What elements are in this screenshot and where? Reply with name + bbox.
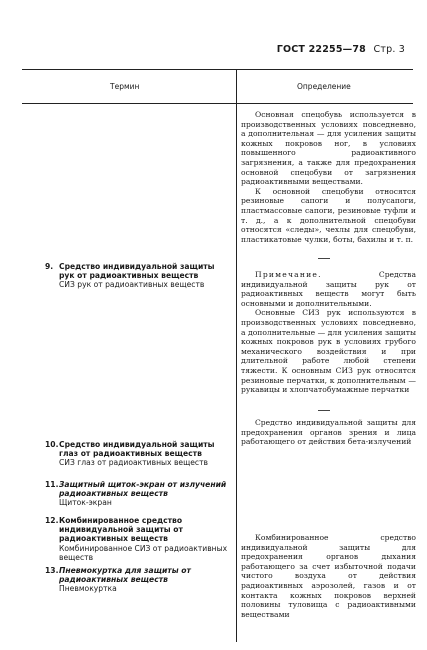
term-number: 9. [45,262,54,271]
definition-eyes [241,418,416,447]
term-11 [45,480,230,508]
definition-paragraph: Основная спецобувь используется в производственных условиях повседневно, а дополнительная — для усиления защиты кожных покровов ног, в условиях повышенного радиоактивного загрязнения, а также для предохранения основной спецобуви от загрязнения радиоактивными веществами. [241,110,416,187]
definition-paragraph: К основной спецобуви относятся резиновые сапоги и полусапоги, пластмассовые сапоги, резиновые туфли и т. д., а к дополнительной спецобуви относятся «следы», чехлы для спецобуви, пластикатовые чулки, боты, бахилы и т. п. [241,186,416,244]
term-name: Защитный щиток-экран от излучений радиоактивных веществ [59,480,227,499]
term-number: 12. [45,516,59,525]
standard-code: ГОСТ 22255—78 [276,44,366,55]
definition-paragraph: Основные СИЗ рук используются в производственных условиях повседневно, а дополнительные — для усиления защиты кожных покровов рук в условиях грубого механического воздействия и при длительной работе любой степени тяжести. К основным СИЗ рук относятся резиновые перчатки, к дополнительным — рукавицы и хлопчатобумажные перчатки [241,308,416,395]
term-synonym: СИЗ рук от радиоактивных веществ [59,280,205,290]
term-name: Комбинированное средство индивидуальной защиты от радиоактивных веществ [59,516,183,544]
column-header-term: Термин [110,82,140,91]
term-10 [45,440,230,468]
definition-pneumo-jacket [241,533,416,619]
term-12 [45,516,230,562]
term-synonym: СИЗ глаз от радиоактивных веществ [59,458,208,468]
term-name: Средство индивидуальной защиты рук от радиоактивных веществ [59,262,215,281]
term-number: 10. [45,440,59,449]
term-synonym: Щиток-экран [59,498,112,508]
page-header [277,44,405,55]
note-label: Примечание. [255,270,322,279]
table-top-rule [22,69,413,70]
definition-basic-footwear [241,110,416,244]
term-synonym: Комбинированное СИЗ от радиоактивных веществ [59,543,228,562]
separator-dash [318,258,330,259]
column-divider [236,69,237,642]
separator-dash [318,410,330,411]
term-number: 11. [45,480,59,489]
definition-paragraph: Средство индивидуальной защиты для предохранения органов зрения и лица работающего от действия бета-излучений [241,418,416,447]
term-name: Средство индивидуальной защиты глаз от радиоактивных веществ [59,440,215,459]
term-number: 13. [45,566,59,575]
definition-paragraph: Комбинированное средство индивидуальной защиты для предохранения органов дыхания работающего за счет избыточной подачи чистого воздуха от действия радиоактивных аэрозолей, газов и от контакта кожных покровов верхней половины туловища с радиоактивными веществами [241,533,416,619]
term-13 [45,566,230,594]
term-name: Пневмокуртка для защиты от радиоактивных веществ [59,566,191,585]
term-9 [45,262,230,290]
term-synonym: Пневмокуртка [59,584,117,594]
note [241,270,416,308]
column-header-definition: Определение [297,82,351,91]
table-header-rule [22,103,413,104]
definition-hands [241,270,416,395]
note-text: Средства индивидуальной защиты рук от радиоактивных веществ могут быть основными и дополнительными. [241,270,416,308]
page-number: Стр. 3 [373,44,405,55]
